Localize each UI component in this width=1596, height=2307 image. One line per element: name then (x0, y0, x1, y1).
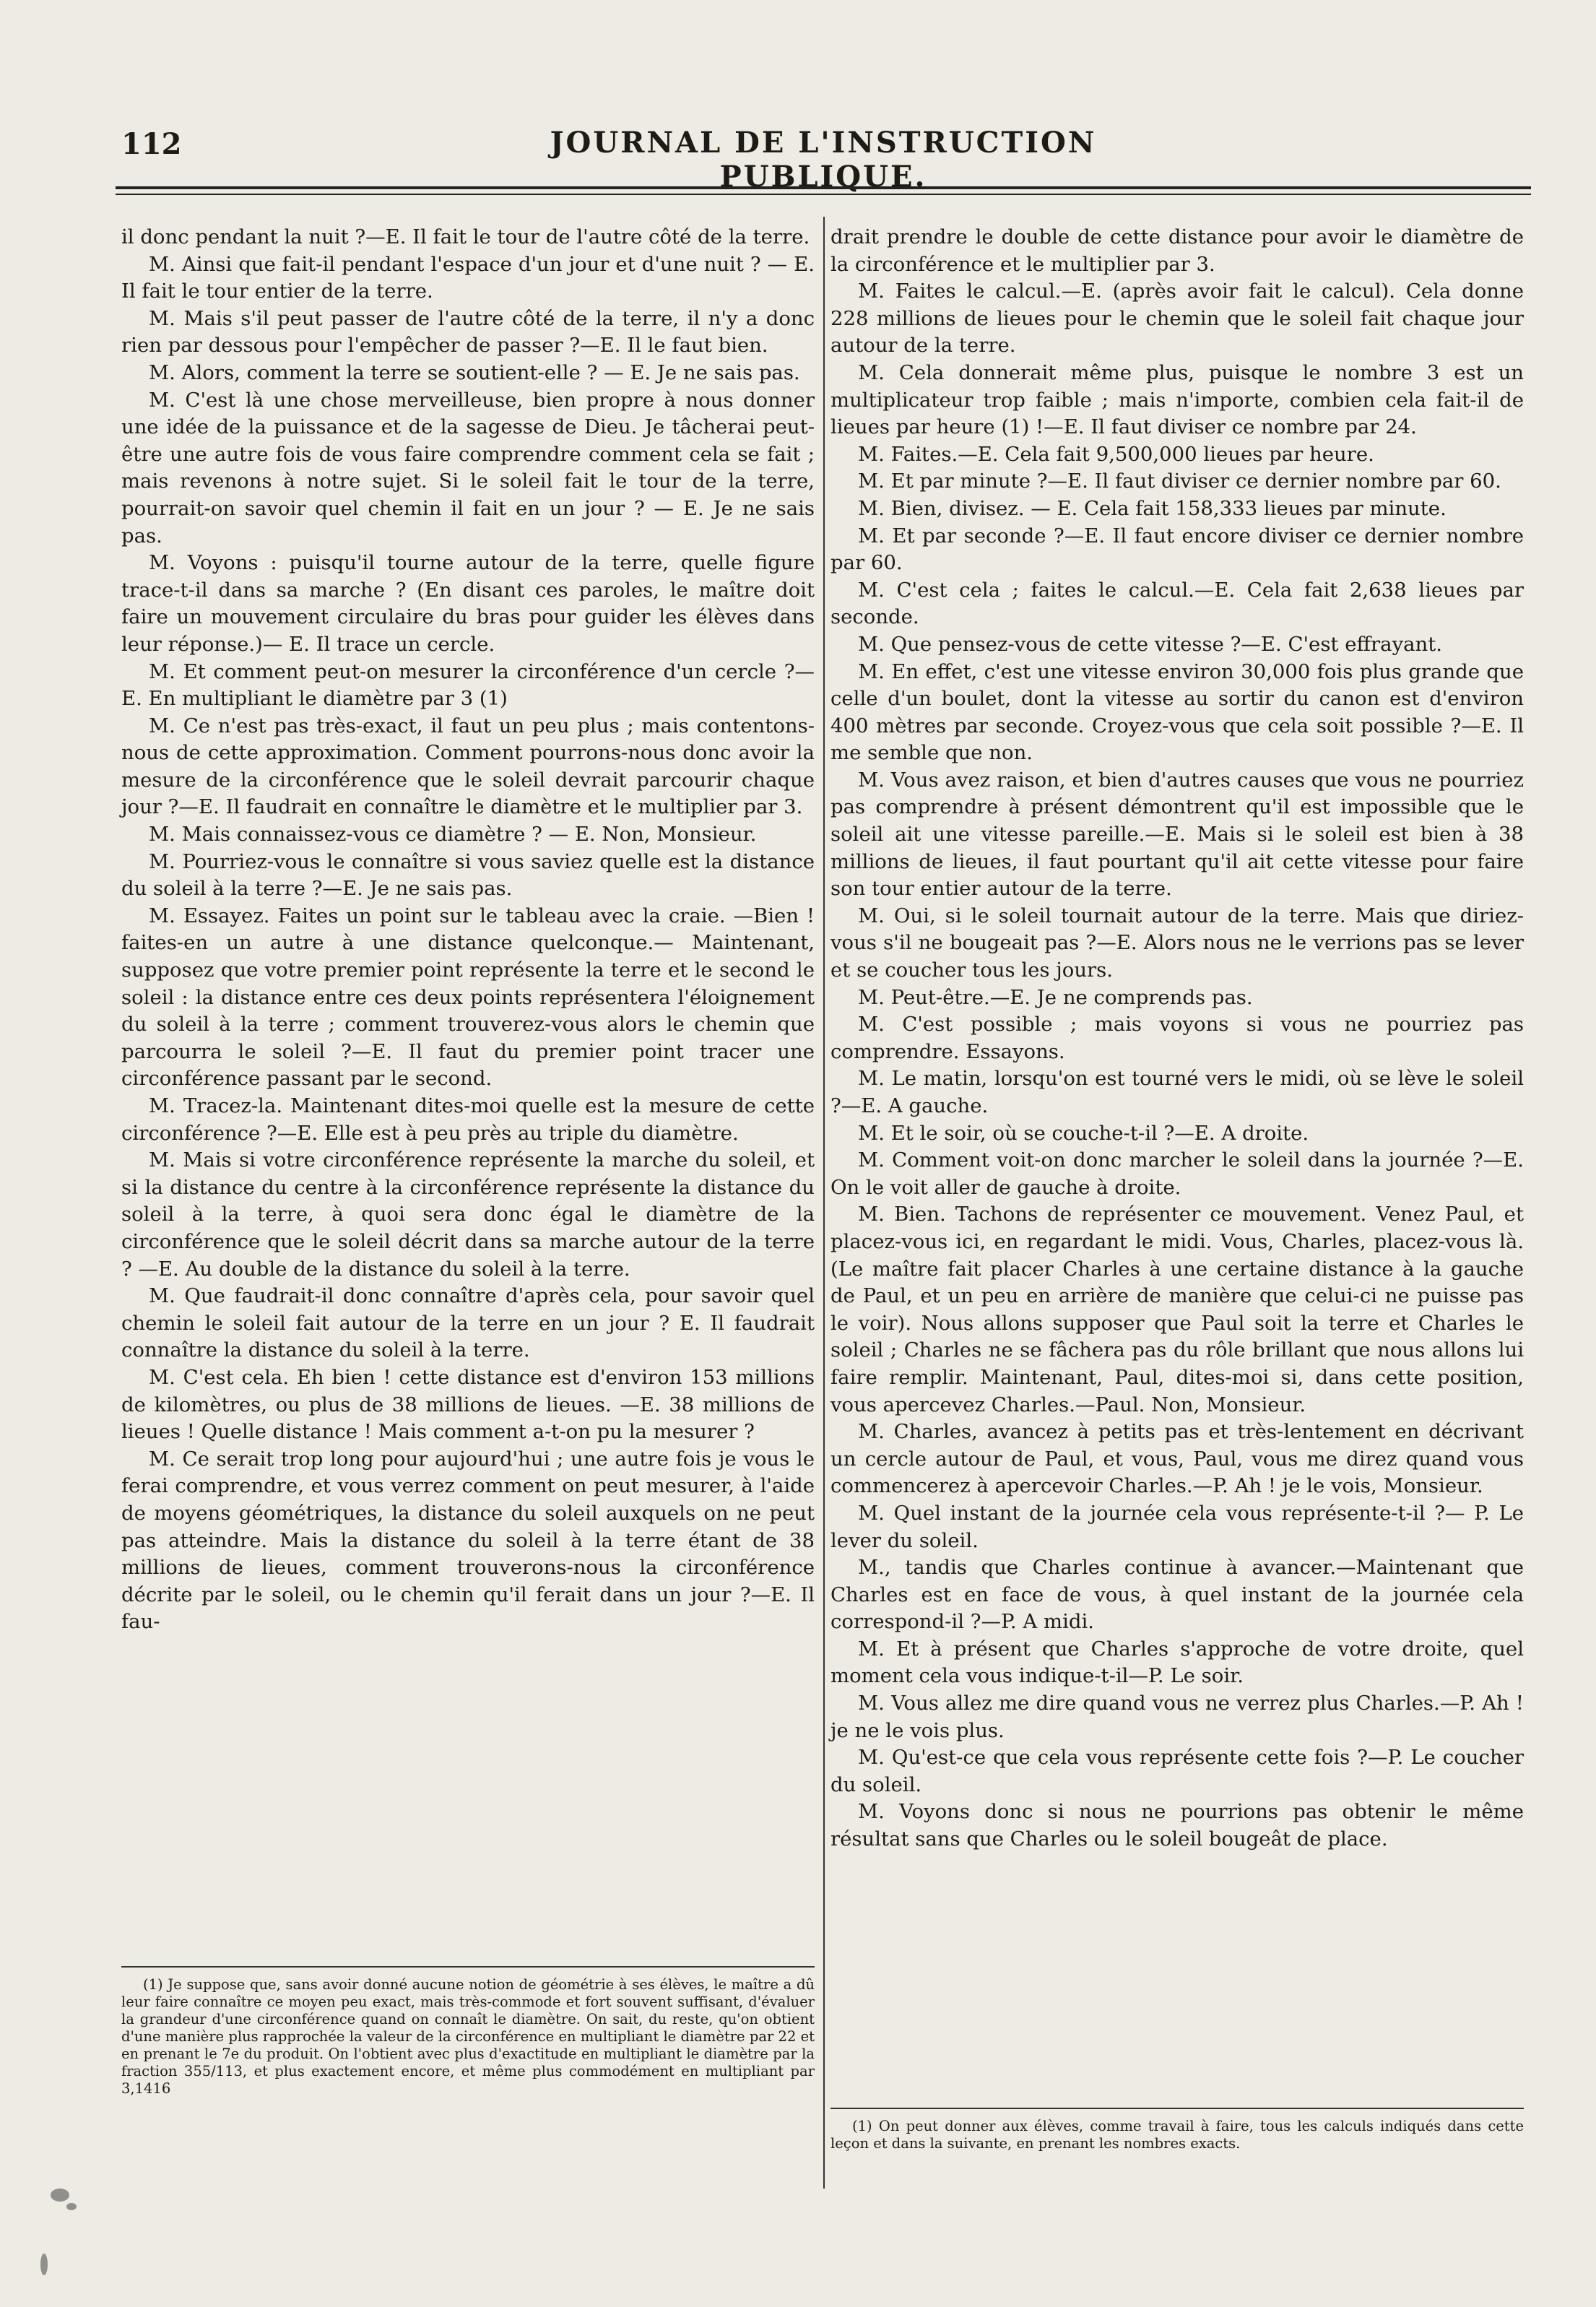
paragraph: M. Peut-être.—E. Je ne comprends pas. (858, 985, 1253, 1009)
paragraph: M. Tracez-la. Maintenant dites-moi quelle est la mesure de cette circonférence ?—E. Elle est à peu près au triple du diamètre. (121, 1094, 815, 1145)
paragraph: M. C'est cela. Eh bien ! cette distance est d'environ 153 millions de kilomètres, ou plus de 38 millions de lieues. —E. 38 millions de lieues ! Quelle distance ! Mais comment a-t-on pu la mesurer ? (121, 1365, 815, 1444)
paragraph: M. Oui, si le soleil tournait autour de la terre. Mais que diriez-vous s'il ne bougeait pas ?—E. Alors nous ne le verrions pas se lever et se coucher tous les jours. (830, 904, 1524, 982)
running-title: JOURNAL DE L'INSTRUCTION PUBLIQUE. (550, 126, 1097, 194)
paragraph: M. Voyons donc si nous ne pourrions pas obtenir le même résultat sans que Charles ou le soleil bougeât de place. (830, 1800, 1524, 1851)
header-rule-thin (116, 194, 1531, 195)
paragraph: M. Que faudrait-il donc connaître d'après cela, pour savoir quel chemin le soleil fait autour de la terre en un jour ? E. Il faudrait connaître la distance du soleil à la terre. (121, 1284, 815, 1362)
paragraph: M. Faites le calcul.—E. (après avoir fait le calcul). Cela donne 228 millions de lieues pour le chemin que le soleil fait chaque jour autour de la terre. (830, 280, 1524, 358)
ink-blot (66, 2203, 77, 2210)
paragraph: M. C'est là une chose merveilleuse, bien propre à nous donner une idée de la puissance et de la sagesse de Dieu. Je tâcherai peut-être une autre fois de vous faire comprendre comment cela se fait ; mais revenons à notre sujet. Si le soleil fait le tour de la terre, pourrait-on savoir quel chemin il fait en un jour ? — E. Je ne sais pas. (121, 388, 815, 547)
paragraph: M. Comment voit-on donc marcher le soleil dans la journée ?—E. On le voit aller de gauche à droite. (830, 1148, 1524, 1199)
paragraph: M. Faites.—E. Cela fait 9,500,000 lieues par heure. (858, 442, 1374, 466)
paragraph: M. Mais connaissez-vous ce diamètre ? — E. Non, Monsieur. (149, 823, 757, 847)
paragraph: M. Le matin, lorsqu'on est tourné vers le midi, où se lève le soleil ?—E. A gauche. (830, 1067, 1524, 1117)
paragraph: M. Ainsi que fait-il pendant l'espace d'un jour et d'une nuit ? — E. Il fait le tour entier de la terre. (121, 252, 815, 303)
paragraph: M. Bien. Tachons de représenter ce mouvement. Venez Paul, et placez-vous ici, en regardant le midi. Vous, Charles, placez-vous là. (Le maître fait placer Charles à une certaine distance à la gauche de Paul, et un peu en arrière de manière que celui-ci ne puisse pas le voir). Nous allons supposer que Paul soit la terre et Charles le soleil ; Charles ne se fâchera pas du rôle brillant que nous allons lui faire remplir. Maintenant, Paul, dites-moi si, dans cette position, vous apercevez Charles.—Paul. Non, Monsieur. (830, 1203, 1524, 1416)
column-divider (823, 217, 825, 2189)
paragraph: M. Pourriez-vous le connaître si vous saviez quelle est la distance du soleil à la terre ?—E. Je ne sais pas. (121, 849, 815, 901)
footnote-text: (1) On peut donner aux élèves, comme travail à faire, tous les calculs indiqués dans cette leçon et dans la suivante, en prenant les nombres exacts. (830, 2118, 1524, 2152)
paragraph: M. Quel instant de la journée cela vous représente-t-il ?— P. Le lever du soleil. (830, 1501, 1524, 1552)
left-footnote (121, 1976, 815, 2098)
paragraph: M. C'est cela ; faites le calcul.—E. Cela fait 2,638 lieues par seconde. (830, 578, 1524, 629)
paragraph: M. Ce n'est pas très-exact, il faut un peu plus ; mais contentons-nous de cette approximation. Comment pourrons-nous donc avoir la mesure de la circonférence que le soleil devrait parcourir chaque jour ?—E. Il faudrait en connaître le diamètre et le multiplier par 3. (121, 714, 815, 819)
paragraph: drait prendre le double de cette distance pour avoir le diamètre de la circonférence et le multiplier par 3. (830, 225, 1524, 276)
paragraph: M. Vous allez me dire quand vous ne verrez plus Charles.—P. Ah ! je ne le vois plus. (830, 1692, 1524, 1742)
footnote-text: (1) Je suppose que, sans avoir donné aucune notion de géométrie à ses élèves, le maître a dû leur faire connaître ce moyen peu exact, mais très-commode et fort souvent suffisant, d'évaluer la grandeur d'une circonférence quand on connaît le diamètre. On sait, du reste, qu'on obtient d'une manière plus rapprochée la valeur de la circonférence en multipliant le diamètre par 22 et en prenant le 7e du produit. On l'obtient avec plus d'exactitude en multipliant le diamètre par la fraction 355/113, et plus exactement encore, et même plus commodément en multipliant par 3,1416 (121, 1976, 815, 2097)
paragraph: M. Alors, comment la terre se soutient-elle ? — E. Je ne sais pas. (149, 360, 800, 384)
paragraph: M. Mais s'il peut passer de l'autre côté de la terre, il n'y a donc rien par dessous pour l'empêcher de passer ?—E. Il le faut bien. (121, 306, 815, 358)
paragraph: M. Que pensez-vous de cette vitesse ?—E. C'est effrayant. (858, 632, 1443, 656)
paragraph: M. Vous avez raison, et bien d'autres causes que vous ne pourriez pas comprendre à présent démontrent qu'il est impossible que le soleil ait une vitesse pareille.—E. Mais si le soleil est bien à 38 millions de lieues, il faut pourtant qu'il ait cette vitesse pour faire son tour entier autour de la terre. (830, 768, 1524, 901)
page-number: 112 (121, 127, 182, 161)
paragraph: M. Voyons : puisqu'il tourne autour de la terre, quelle figure trace-t-il dans sa marche ? (En disant ces paroles, le maître doit faire un mouvement circulaire du bras pour guider les élèves dans leur réponse.)— E. Il trace un cercle. (121, 551, 815, 656)
right-column (830, 224, 1524, 1853)
paragraph: M. Qu'est-ce que cela vous représente cette fois ?—P. Le coucher du soleil. (830, 1746, 1524, 1796)
paragraph: M. Charles, avancez à petits pas et très-lentement en décrivant un cercle autour de Paul, et vous, Paul, vous me direz quand vous commencerez à apercevoir Charles.—P. Ah ! je le vois, Monsieur. (830, 1420, 1524, 1498)
left-column (121, 224, 815, 1636)
paragraph: M. Ce serait trop long pour aujourd'hui ; une autre fois je vous le ferai comprendre, et vous verrez comment on peut mesurer, à l'aide de moyens géométriques, la distance du soleil auxquels on ne peut pas atteindre. Mais la distance du soleil à la terre étant de 38 millions de lieues, comment trouverons-nous la circonférence décrite par le soleil, ou le chemin qu'il ferait dans un jour ?—E. Il fau- (121, 1447, 815, 1634)
paragraph: M. Et le soir, où se couche-t-il ?—E. A droite. (858, 1121, 1309, 1145)
paragraph: M. Et par minute ?—E. Il faut diviser ce dernier nombre par 60. (858, 469, 1501, 493)
left-footnote-rule (121, 1966, 815, 1968)
ink-blot (40, 2254, 48, 2275)
paragraph: M. Cela donnerait même plus, puisque le nombre 3 est un multiplicateur trop faible ; mais n'importe, combien cela fait-il de lieues par heure (1) !—E. Il faut diviser ce nombre par 24. (830, 360, 1524, 439)
paragraph: M. En effet, c'est une vitesse environ 30,000 fois plus grande que celle d'un boulet, dont la vitesse au sortir du canon est d'environ 400 mètres par seconde. Croyez-vous que cela soit possible ?—E. Il me semble que non. (830, 659, 1524, 765)
ink-blot (51, 2189, 69, 2202)
right-footnote (830, 2118, 1524, 2152)
paragraph: M., tandis que Charles continue à avancer.—Maintenant que Charles est en face de vous, à quel instant de la journée cela correspond-il ?—P. A midi. (830, 1556, 1524, 1634)
paragraph: il donc pendant la nuit ?—E. Il fait le tour de l'autre côté de la terre. (121, 225, 810, 248)
paragraph: M. Et par seconde ?—E. Il faut encore diviser ce dernier nombre par 60. (830, 524, 1524, 575)
right-footnote-rule (830, 2108, 1524, 2109)
paragraph: M. Bien, divisez. — E. Cela fait 158,333 lieues par minute. (858, 496, 1447, 520)
paragraph: M. Mais si votre circonférence représente la marche du soleil, et si la distance du centre à la circonférence représente la distance du soleil à la terre, à quoi sera donc égal le diamètre de la circonférence que le soleil décrit dans sa marche autour de la terre ? —E. Au double de la distance du soleil à la terre. (121, 1148, 815, 1281)
paragraph: M. C'est possible ; mais voyons si vous ne pourriez pas comprendre. Essayons. (830, 1013, 1524, 1063)
header-rule-thick (116, 186, 1531, 189)
paragraph: M. Essayez. Faites un point sur le tableau avec la craie. —Bien ! faites-en un autre à une distance quelconque.— Maintenant, supposez que votre premier point représente la terre et le second le soleil : la distance entre ces deux points représentera l'éloignement du soleil à la terre ; comment trouverez-vous alors le chemin que parcourra le soleil ?—E. Il faut du premier point tracer une circonférence passant par le second. (121, 904, 815, 1091)
paragraph: M. Et comment peut-on mesurer la circonférence d'un cercle ?—E. En multipliant le diamètre par 3 (1) (121, 659, 815, 711)
paragraph: M. Et à présent que Charles s'approche de votre droite, quel moment cela vous indique-t-il—P. Le soir. (830, 1637, 1524, 1688)
